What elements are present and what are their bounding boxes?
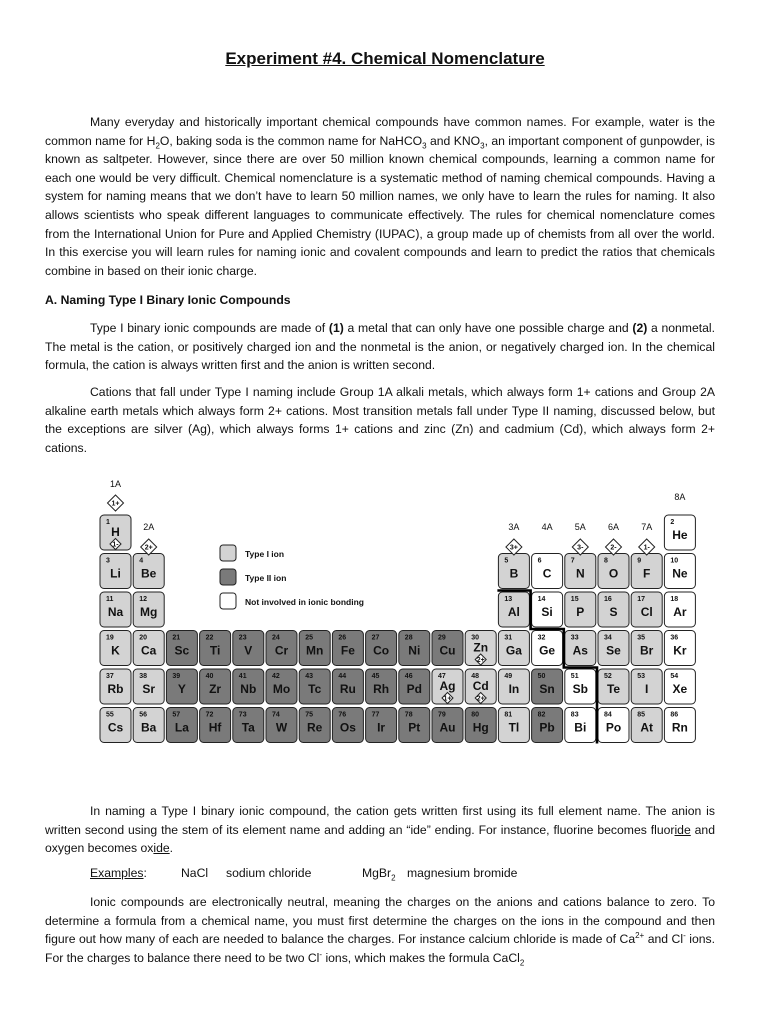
element-symbol: Cl — [640, 605, 653, 619]
atomic-number: 31 — [504, 634, 513, 642]
examples-label: Examples: — [90, 866, 147, 880]
atomic-number: 56 — [139, 711, 147, 719]
element-symbol: Be — [141, 566, 157, 581]
group-label: 5A — [574, 522, 586, 532]
element-symbol: Y — [177, 682, 186, 696]
example-2-formula: MgBr$_2$ — [362, 866, 396, 883]
element-symbol: Rb — [107, 682, 124, 696]
legend-type-1-swatch — [220, 545, 236, 561]
atomic-number: 20 — [139, 634, 147, 642]
element-symbol: Ar — [673, 605, 687, 619]
group-label: 6A — [607, 522, 620, 532]
section-a-heading: A. Naming Type I Binary Ionic Compounds — [45, 293, 291, 307]
atomic-number: 18 — [670, 596, 679, 603]
atomic-number: 9 — [637, 557, 642, 565]
element-symbol: Ca — [141, 643, 157, 658]
element-symbol: Na — [107, 605, 124, 619]
atomic-number: 84 — [604, 711, 612, 719]
element-symbol: Rn — [671, 720, 688, 735]
atomic-number: 7 — [570, 557, 575, 565]
element-symbol: Ag — [439, 679, 456, 693]
atomic-number: 54 — [670, 673, 679, 680]
atomic-number: 77 — [371, 711, 380, 719]
group-label: 7A — [641, 522, 653, 532]
atomic-number: 72 — [205, 711, 214, 719]
element-symbol: N — [575, 566, 585, 581]
element-charge-diamond-label: 1+ — [443, 695, 452, 703]
element-symbol: Zn — [473, 640, 489, 655]
atomic-number: 32 — [537, 634, 546, 642]
element-charge-diamond-label: 1- — [112, 541, 119, 549]
atomic-number: 5 — [504, 557, 509, 565]
atomic-number: 23 — [238, 634, 247, 642]
atomic-number: 81 — [504, 711, 513, 719]
legend-not-involved-swatch — [220, 593, 236, 609]
element-symbol: Pd — [406, 682, 422, 696]
atomic-number: 73 — [238, 711, 247, 719]
element-symbol: Zr — [209, 682, 222, 696]
type1-definition-paragraph: Type I binary ionic compounds are made of (1) a metal that can only have one possible charge and (2) a nonmetal. The metal is the cation, or positively charged ion and the nonmetal is the anion, or negatively charged ion. In the chemical formula, the cation is always written first and the anion is written second. — [45, 321, 715, 373]
element-symbol: K — [111, 643, 120, 658]
atomic-number: 29 — [438, 634, 446, 642]
element-symbol: W — [275, 720, 288, 735]
atomic-number: 4 — [139, 557, 144, 565]
element-symbol: Te — [606, 682, 621, 696]
atomic-number: 25 — [305, 634, 313, 642]
atomic-number: 3 — [106, 557, 110, 565]
element-symbol: C — [542, 566, 552, 581]
legend-type-2-label: Type II ion — [245, 573, 287, 583]
example-2-name: magnesium bromide — [407, 866, 518, 880]
intro-paragraph: Many everyday and historically important chemical compounds have common names. For example, water is the common name for $H_2O$, baking soda is the common name for NaHCO$_3$ and $KNO_3$, an important component of gunpowder, is known as saltpeter. However, since there are over 50 million known chemical compounds, learning a common name for each one would be very difficult. Chemical nomenclature is a systematic method of naming chemical compounds. Having a system for naming means that we don’t have to learn 50 million names, we only have to learn the rules for naming. It also allows scientists who speak different languages to communicate effectively. The rules for chemical nomenclature comes from the International Union for Pure and Applied Chemistry (IUPAC), a group made up of chemists from all over the world. In this exercise you will learn rules for naming ionic and covalent compounds and learn to predict the ratios that chemicals combine in based on their ionic charge. — [45, 115, 715, 278]
element-symbol: Hf — [208, 720, 222, 735]
atomic-number: 75 — [305, 711, 313, 719]
atomic-number: 8 — [604, 557, 608, 565]
element-symbol: Tl — [508, 720, 520, 735]
atomic-number: 78 — [404, 711, 413, 719]
element-charge-diamond-label: 2+ — [476, 695, 485, 703]
atomic-number: 48 — [471, 673, 479, 680]
element-symbol: Ta — [241, 720, 255, 735]
group-label: 1A — [109, 479, 122, 489]
element-symbol: La — [174, 720, 189, 735]
atomic-number: 74 — [272, 711, 280, 719]
atomic-number: 39 — [172, 673, 181, 680]
atomic-number: 45 — [371, 673, 380, 680]
atomic-number: 21 — [172, 634, 181, 642]
group-label: 8A — [674, 492, 686, 502]
atomic-number: 37 — [106, 673, 114, 680]
atomic-number: 17 — [637, 596, 645, 603]
element-symbol: Li — [110, 566, 121, 581]
element-symbol: Br — [640, 643, 654, 658]
atomic-number: 27 — [371, 634, 380, 642]
page-title: Experiment #4. Chemical Nomenclature — [225, 49, 545, 68]
atomic-number: 42 — [272, 673, 280, 680]
element-symbol: Pb — [539, 720, 555, 735]
atomic-number: 44 — [338, 673, 347, 680]
element-symbol: Se — [606, 643, 621, 658]
element-symbol: Ti — [209, 643, 221, 658]
element-symbol: Rh — [373, 682, 390, 696]
atomic-number: 40 — [205, 673, 214, 680]
element-symbol: Ga — [505, 643, 522, 658]
atomic-number: 85 — [637, 711, 645, 719]
element-symbol: Al — [507, 605, 520, 619]
element-symbol: As — [572, 643, 588, 658]
periodic-table — [95, 470, 705, 760]
group-charge-diamond-label: 1+ — [111, 500, 120, 508]
atomic-number: 47 — [438, 673, 446, 680]
atomic-number: 12 — [139, 596, 147, 603]
atomic-number: 14 — [537, 596, 546, 603]
element-symbol: Ir — [377, 720, 386, 735]
atomic-number: 13 — [504, 596, 513, 603]
element-symbol: Po — [605, 720, 622, 735]
atomic-number: 50 — [537, 673, 546, 680]
atomic-number: 55 — [106, 711, 114, 719]
atomic-number: 30 — [471, 634, 479, 642]
element-symbol: O — [608, 566, 619, 581]
atomic-number: 41 — [238, 673, 247, 680]
atomic-number: 6 — [537, 557, 542, 565]
element-symbol: Mg — [140, 605, 158, 619]
atomic-number: 28 — [404, 634, 413, 642]
element-symbol: Cd — [472, 679, 489, 693]
element-symbol: S — [609, 605, 618, 619]
group-label: 4A — [541, 522, 553, 532]
atomic-number: 22 — [205, 634, 214, 642]
element-symbol: V — [244, 643, 253, 658]
neutrality-paragraph: Ionic compounds are electronically neutral, meaning the charges on the anions and cations balance to zero. To determine a formula from a chemical name, you must first determine the charges on the ions in the compound and then figure out how many of each are needed to balance the charges. For instance calcium chloride is made of $Ca^{2+}$ and Cl- ions. For the charges to balance there need to be two Cl- ions, which makes the formula CaCl$_2$ — [45, 895, 715, 968]
element-symbol: Re — [307, 720, 323, 735]
atomic-number: 19 — [106, 634, 114, 642]
element-symbol: Ba — [141, 720, 157, 735]
element-symbol: He — [672, 528, 688, 542]
element-symbol: H — [111, 525, 120, 539]
atomic-number: 16 — [604, 596, 612, 603]
element-symbol: Cr — [274, 643, 289, 658]
element-symbol: Kr — [673, 643, 687, 658]
element-symbol: Ne — [672, 566, 688, 581]
element-symbol: At — [640, 720, 654, 735]
atomic-number: 38 — [139, 673, 147, 680]
atomic-number: 11 — [106, 596, 114, 603]
atomic-number: 76 — [338, 711, 347, 719]
atomic-number: 80 — [471, 711, 479, 719]
element-symbol: Fe — [340, 643, 355, 658]
atomic-number: 35 — [637, 634, 645, 642]
group-label: 3A — [508, 522, 520, 532]
atomic-number: 36 — [670, 634, 679, 642]
atomic-number: 24 — [272, 634, 280, 642]
group-charge-diamond-label: 2+ — [144, 544, 153, 552]
legend-type-2-swatch — [220, 569, 236, 585]
group-charge-diamond-label: 2- — [610, 544, 617, 552]
atomic-number: 53 — [637, 673, 645, 680]
element-symbol: Sn — [539, 682, 555, 696]
group-label: 2A — [143, 522, 155, 532]
element-symbol: Si — [541, 605, 553, 619]
atomic-number: 1 — [106, 519, 110, 526]
element-symbol: Hg — [472, 720, 489, 735]
element-symbol: Os — [339, 720, 356, 735]
element-symbol: Mn — [306, 643, 324, 658]
element-symbol: Tc — [308, 682, 322, 696]
element-symbol: Ru — [339, 682, 356, 696]
atomic-number: 51 — [570, 673, 579, 680]
atomic-number: 26 — [338, 634, 347, 642]
atomic-number: 46 — [404, 673, 413, 680]
element-symbol: In — [508, 682, 520, 696]
element-symbol: Co — [373, 643, 390, 658]
element-symbol: Au — [439, 720, 456, 735]
atomic-number: 49 — [504, 673, 513, 680]
element-symbol: F — [643, 566, 651, 581]
element-symbol: Cs — [107, 720, 124, 735]
atomic-number: 34 — [604, 634, 612, 642]
element-charge-diamond-label: 2+ — [476, 657, 485, 665]
atomic-number: 57 — [172, 711, 181, 719]
group-charge-diamond-label: 3- — [577, 544, 584, 552]
element-symbol: B — [509, 566, 519, 581]
element-symbol: Sb — [572, 682, 588, 696]
element-symbol: I — [645, 682, 649, 696]
group-charge-diamond-label: 1- — [643, 544, 650, 552]
atomic-number: 79 — [438, 711, 446, 719]
element-symbol: Pt — [408, 720, 421, 735]
element-symbol: Ni — [408, 643, 421, 658]
element-symbol: Xe — [672, 682, 688, 696]
element-symbol: Cu — [439, 643, 456, 658]
legend-not-involved-label: Not involved in ionic bonding — [245, 597, 364, 607]
element-symbol: Mo — [272, 682, 291, 696]
group-charge-diamond-label: 3+ — [509, 544, 518, 552]
element-symbol: Bi — [574, 720, 587, 735]
element-symbol: Nb — [240, 682, 257, 696]
atomic-number: 82 — [537, 711, 546, 719]
element-symbol: Sr — [142, 682, 156, 696]
atomic-number: 33 — [570, 634, 579, 642]
cations-paragraph: Cations that fall under Type I naming include Group 1A alkali metals, which always form 1+ cations and Group 2A alkaline earth metals which always form 2+ cations. Most transition metals fall under Type II naming, discussed below, but the exceptions are silver (Ag), which always forms 1+ cations and zinc (Zn) and cadmium (Cd), which always form 2+ cations. — [45, 385, 715, 455]
element-symbol: P — [576, 605, 585, 619]
atomic-number: 83 — [570, 711, 579, 719]
atomic-number: 10 — [670, 557, 679, 565]
atomic-number: 43 — [305, 673, 313, 680]
naming-paragraph: In naming a Type I binary ionic compound, the cation gets written first using its full element name. The anion is written second using the stem of its element name and adding an “ide” ending. For instance, fluorine becomes fluoride and oxygen becomes oxide. — [45, 804, 715, 856]
element-symbol: Sc — [174, 643, 190, 658]
element-symbol: Ge — [539, 643, 556, 658]
example-1-name: sodium chloride — [226, 866, 312, 880]
atomic-number: 52 — [604, 673, 612, 680]
atomic-number: 15 — [570, 596, 579, 603]
atomic-number: 86 — [670, 711, 679, 719]
legend-type-1-label: Type I ion — [245, 549, 285, 559]
atomic-number: 2 — [670, 519, 675, 526]
example-1-formula: NaCl — [181, 866, 209, 880]
